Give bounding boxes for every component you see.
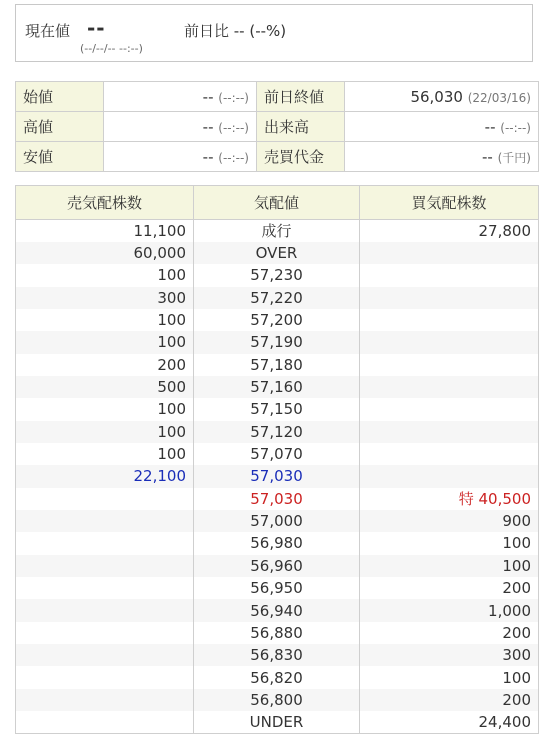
order-book-row — [16, 689, 539, 711]
bid-quantity-cell — [360, 287, 539, 309]
order-book-row — [16, 354, 539, 376]
summary-row-high — [16, 112, 539, 142]
bid-quantity-cell: 100 — [360, 532, 539, 554]
quote-price-cell: UNDER — [194, 711, 360, 733]
order-book-row — [16, 331, 539, 353]
order-book-row — [16, 666, 539, 688]
order-book-row — [16, 532, 539, 554]
bid-quantity-cell — [360, 465, 539, 487]
ask-quantity-cell — [16, 711, 194, 733]
order-book-header — [16, 186, 539, 220]
high-value: -- (--:--) — [104, 112, 257, 142]
bid-quantity-cell: 900 — [360, 510, 539, 532]
quote-price-cell: 56,950 — [194, 577, 360, 599]
bid-quantity-cell: 200 — [360, 577, 539, 599]
current-price-panel — [15, 4, 533, 62]
bid-quantity-cell: 200 — [360, 689, 539, 711]
ask-quantity-cell — [16, 488, 194, 510]
quote-price-cell: 57,160 — [194, 376, 360, 398]
summary-row-low — [16, 142, 539, 172]
low-value: -- (--:--) — [104, 142, 257, 172]
quote-price-cell: 56,800 — [194, 689, 360, 711]
ask-quantity-cell — [16, 555, 194, 577]
bid-quantity-cell: 特 40,500 — [360, 488, 539, 510]
high-label: 高値 — [16, 112, 104, 142]
ask-quantity-cell: 11,100 — [16, 220, 194, 242]
open-value: -- (--:--) — [104, 82, 257, 112]
bid-quantity-cell: 24,400 — [360, 711, 539, 733]
order-book-row — [16, 488, 539, 510]
ask-quantity-cell: 60,000 — [16, 242, 194, 264]
quote-price-cell: OVER — [194, 242, 360, 264]
order-book-row — [16, 421, 539, 443]
prev-close-value: 56,030 (22/03/16) — [345, 82, 539, 112]
order-book-row — [16, 577, 539, 599]
ask-quantity-cell — [16, 532, 194, 554]
low-label: 安値 — [16, 142, 104, 172]
quote-price-cell: 56,940 — [194, 599, 360, 621]
quote-price-cell: 57,030 — [194, 465, 360, 487]
quote-price-cell: 56,820 — [194, 666, 360, 688]
quote-price-cell: 56,980 — [194, 532, 360, 554]
quote-price-cell: 成行 — [194, 220, 360, 242]
quote-price-cell: 57,220 — [194, 287, 360, 309]
order-book-row — [16, 443, 539, 465]
order-book-row — [16, 465, 539, 487]
volume-value: -- (--:--) — [345, 112, 539, 142]
order-book-row — [16, 711, 539, 733]
order-book-row — [16, 622, 539, 644]
order-book-row — [16, 309, 539, 331]
turnover-label: 売買代金 — [257, 142, 345, 172]
volume-label: 出来高 — [257, 112, 345, 142]
bid-quantity-cell: 1,000 — [360, 599, 539, 621]
quote-price-cell: 56,830 — [194, 644, 360, 666]
order-book-row — [16, 510, 539, 532]
bid-quantity-cell: 100 — [360, 555, 539, 577]
bid-quantity-header: 買気配株数 — [360, 186, 539, 220]
bid-quantity-cell — [360, 398, 539, 420]
quote-price-cell: 57,000 — [194, 510, 360, 532]
quote-price-cell: 57,030 — [194, 488, 360, 510]
current-price-time: (--/--/-- --:--) — [80, 42, 143, 55]
ask-quantity-cell — [16, 689, 194, 711]
bid-quantity-cell — [360, 264, 539, 286]
order-book-row — [16, 220, 539, 242]
bid-quantity-cell — [360, 331, 539, 353]
prev-close-label: 前日終値 — [257, 82, 345, 112]
change-from-previous: 前日比 -- (--%) — [184, 22, 287, 40]
order-book-body — [16, 220, 539, 734]
ask-quantity-cell: 100 — [16, 331, 194, 353]
bid-quantity-cell: 200 — [360, 622, 539, 644]
ask-quantity-cell — [16, 666, 194, 688]
order-book-row — [16, 376, 539, 398]
ask-quantity-cell — [16, 599, 194, 621]
bid-quantity-cell — [360, 242, 539, 264]
bid-quantity-cell — [360, 376, 539, 398]
ask-quantity-header: 売気配株数 — [16, 186, 194, 220]
quote-price-cell: 57,230 — [194, 264, 360, 286]
bid-quantity-cell — [360, 354, 539, 376]
order-book-row — [16, 287, 539, 309]
ask-quantity-cell — [16, 577, 194, 599]
ask-quantity-cell: 100 — [16, 443, 194, 465]
quote-price-cell: 57,190 — [194, 331, 360, 353]
quote-price-header: 気配値 — [194, 186, 360, 220]
bid-quantity-cell: 100 — [360, 666, 539, 688]
open-label: 始値 — [16, 82, 104, 112]
order-book-table — [15, 185, 539, 734]
order-book-row — [16, 644, 539, 666]
ask-quantity-cell — [16, 510, 194, 532]
ask-quantity-cell: 100 — [16, 398, 194, 420]
order-book-row — [16, 398, 539, 420]
order-book-row — [16, 264, 539, 286]
bid-quantity-cell — [360, 421, 539, 443]
price-summary-table — [15, 81, 539, 172]
bid-quantity-cell: 300 — [360, 644, 539, 666]
quote-price-cell: 57,200 — [194, 309, 360, 331]
ask-quantity-cell — [16, 622, 194, 644]
ask-quantity-cell: 100 — [16, 309, 194, 331]
ask-quantity-cell: 100 — [16, 264, 194, 286]
ask-quantity-cell: 500 — [16, 376, 194, 398]
ask-quantity-cell: 100 — [16, 421, 194, 443]
bid-quantity-cell — [360, 309, 539, 331]
bid-quantity-cell: 27,800 — [360, 220, 539, 242]
ask-quantity-cell: 22,100 — [16, 465, 194, 487]
quote-price-cell: 56,880 — [194, 622, 360, 644]
summary-row-open — [16, 82, 539, 112]
order-book-row — [16, 242, 539, 264]
quote-price-cell: 56,960 — [194, 555, 360, 577]
quote-price-cell: 57,180 — [194, 354, 360, 376]
quote-price-cell: 57,120 — [194, 421, 360, 443]
quote-price-cell: 57,150 — [194, 398, 360, 420]
current-price-value: -- — [87, 16, 106, 40]
current-price-label: 現在値 — [25, 22, 71, 40]
ask-quantity-cell: 200 — [16, 354, 194, 376]
order-book-row — [16, 555, 539, 577]
turnover-value: -- (千円) — [345, 142, 539, 172]
ask-quantity-cell: 300 — [16, 287, 194, 309]
order-book-row — [16, 599, 539, 621]
bid-quantity-cell — [360, 443, 539, 465]
ask-quantity-cell — [16, 644, 194, 666]
quote-price-cell: 57,070 — [194, 443, 360, 465]
